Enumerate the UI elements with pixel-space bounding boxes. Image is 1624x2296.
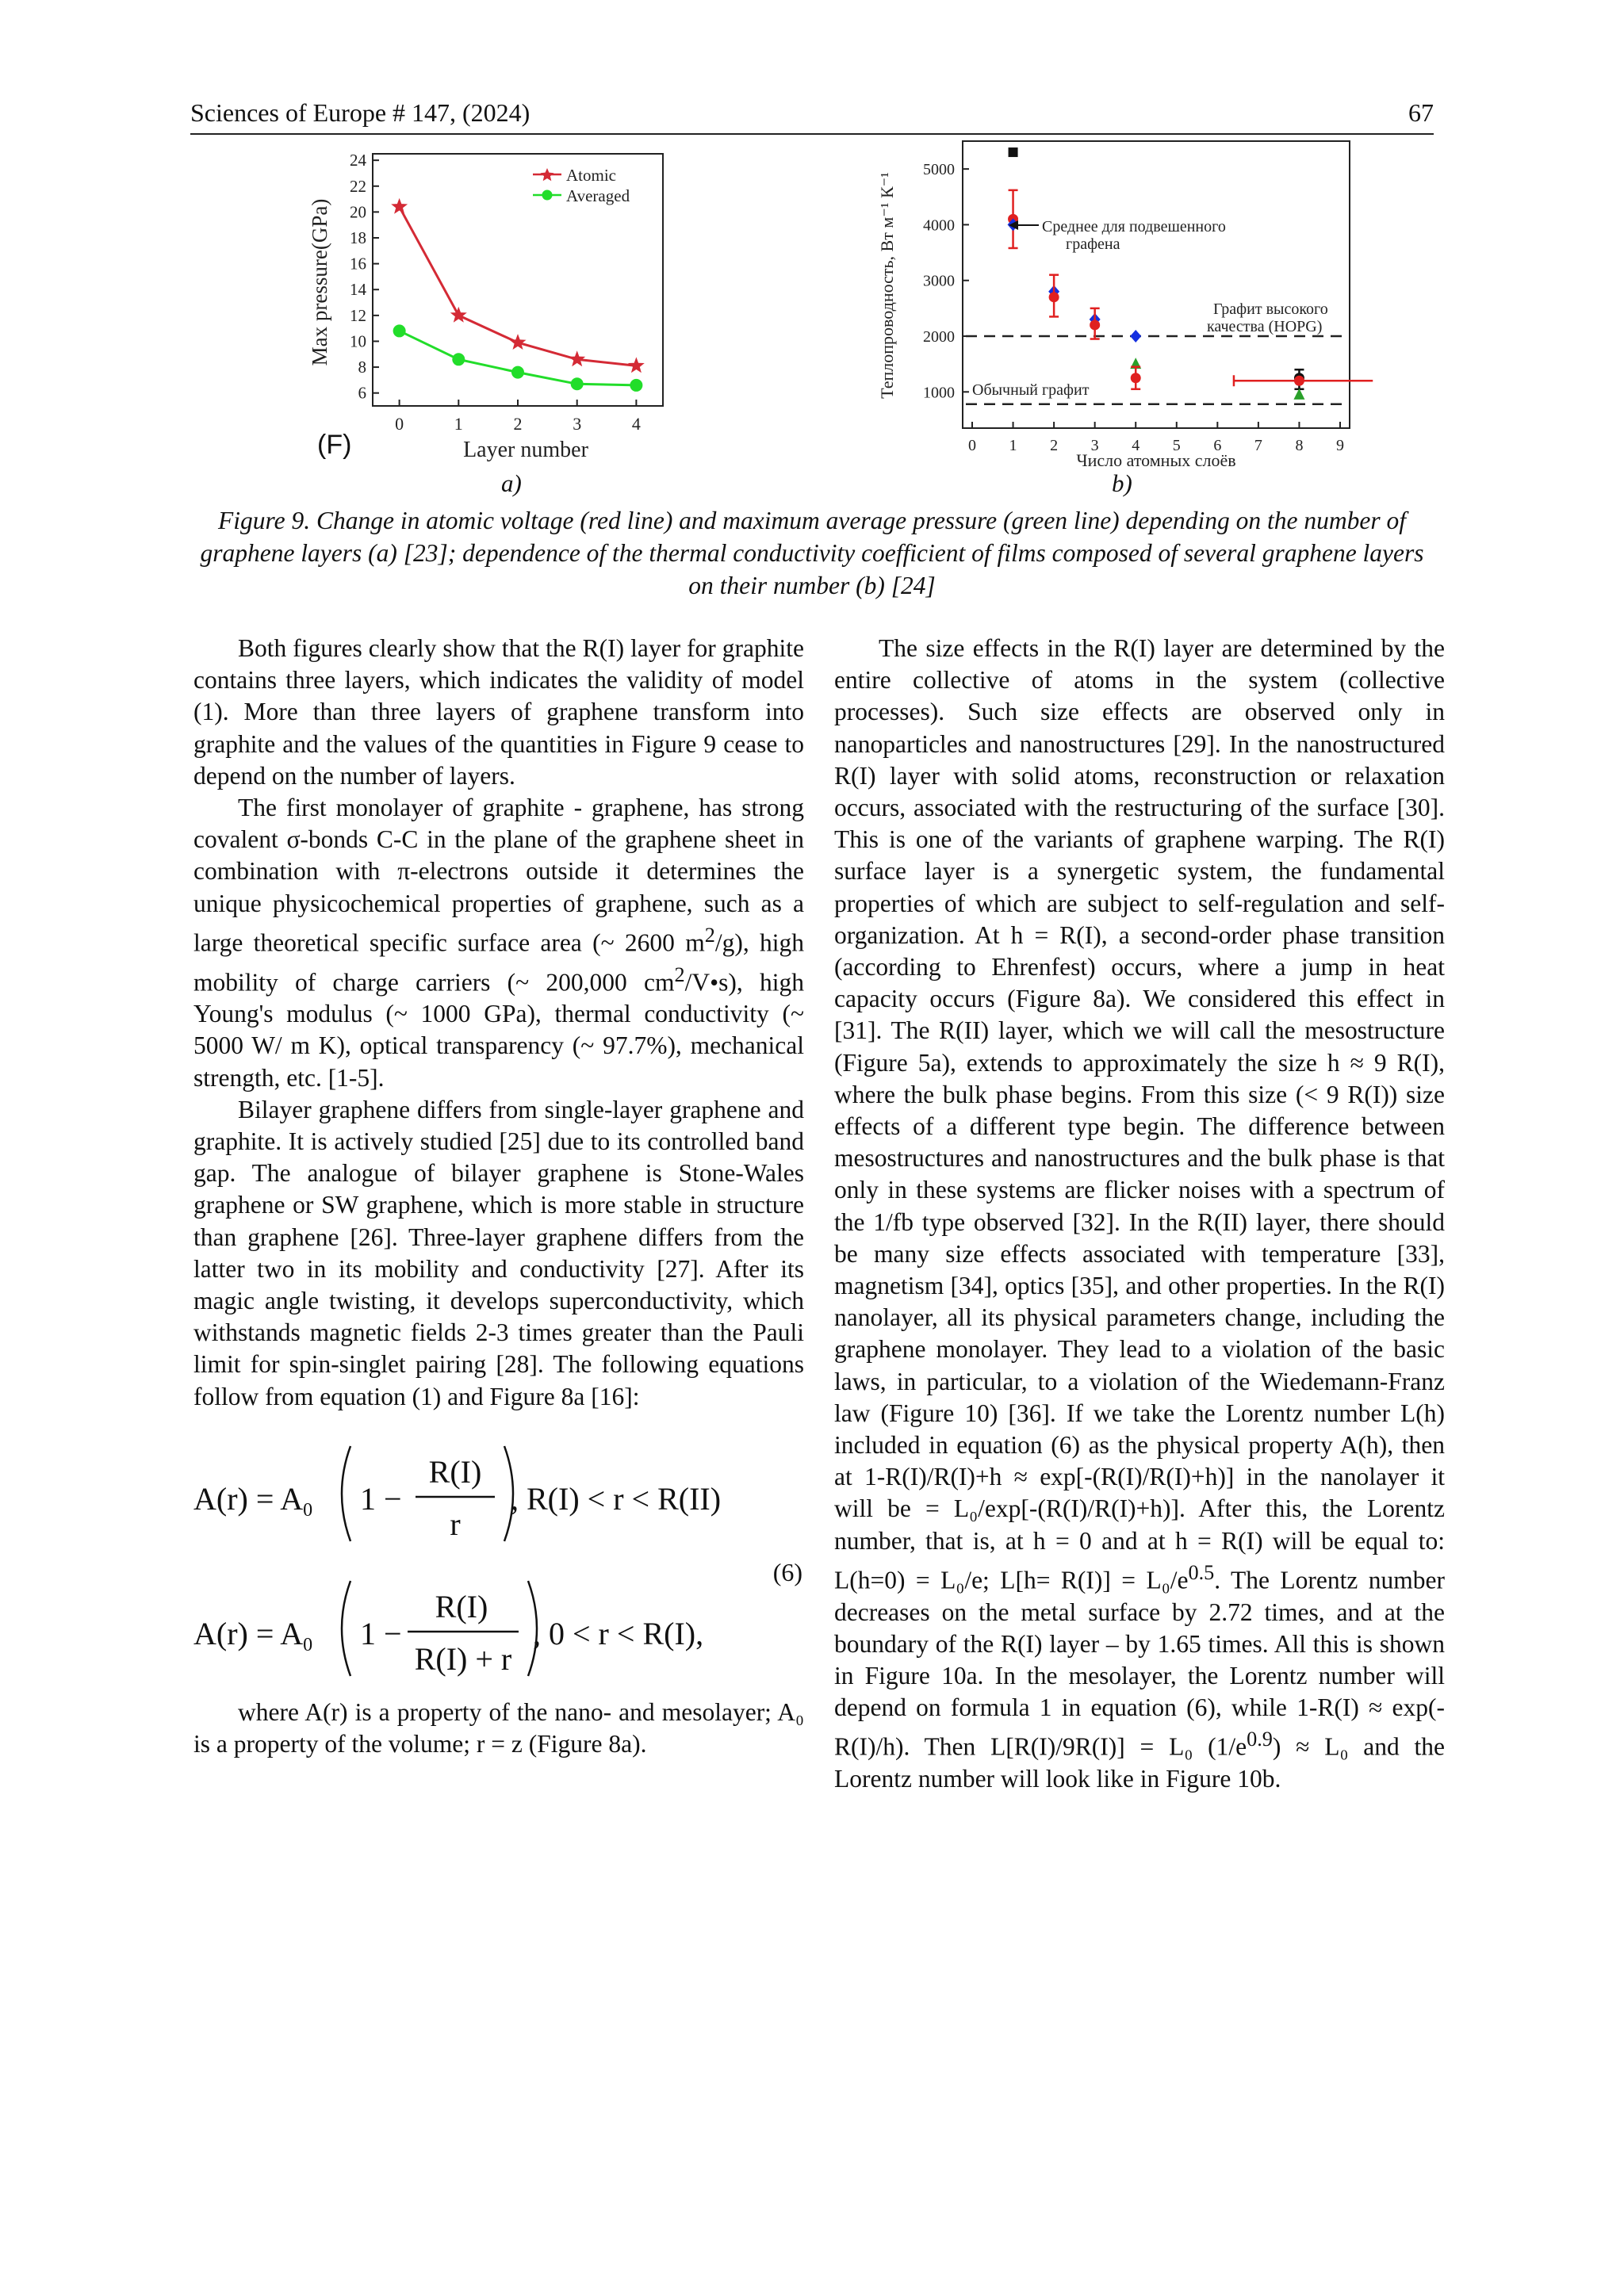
data-point-circle [1294, 376, 1304, 386]
eq2-lhs: $A(r) = A_0$ [193, 1615, 313, 1655]
y-tick-label: 3000 [923, 272, 955, 290]
figure-a-chart [301, 141, 674, 466]
svg-text:графена: графена [1066, 235, 1120, 253]
equation-number: (6) [772, 1557, 802, 1586]
y-tick-label: 12 [350, 305, 366, 325]
data-point-circle [452, 353, 465, 365]
legend-circle-icon [542, 190, 553, 201]
paragraph: Both figures clearly show that the R(I) layer for graphite contains three layers, which indicates the validity of model (1). More than three layers of graphene transform into graphite and the values of the quantities in Figure 9 cease to depend on the number of layers. [193, 634, 804, 790]
y-tick-label: 14 [350, 280, 366, 300]
y-tick-label: 24 [350, 151, 366, 170]
eq2-left-paren [342, 1581, 350, 1676]
figure-a-xlabel: Layer number [463, 438, 588, 462]
figure-b-xlabel: Число атомных слоёв [1076, 450, 1236, 470]
eq2-condition: , 0 < r < R(I), [533, 1615, 704, 1651]
data-point-circle [511, 366, 524, 379]
data-point-star [569, 350, 585, 366]
data-point-diamond [1130, 330, 1141, 342]
x-tick-label: 1 [454, 414, 463, 434]
x-tick-label: 8 [1295, 437, 1304, 454]
data-point-square [1009, 147, 1018, 157]
legend-atomic-label: Atomic [566, 166, 616, 185]
figure-a-panel-label: (F) [317, 430, 352, 460]
y-tick-label: 2000 [923, 328, 955, 346]
y-tick-label: 8 [358, 358, 366, 377]
figure-a-ylabel: Max pressure(GPa) [308, 198, 331, 366]
data-point-circle [1090, 320, 1100, 330]
x-tick-label: 0 [968, 437, 976, 454]
figure-b-ylabel: Теплопроводность, Вт м⁻¹ К⁻¹ [877, 172, 897, 399]
eq2-denominator: R(I) + r [414, 1640, 512, 1677]
x-tick-label: 3 [573, 414, 582, 434]
figure-b-annotation-hopg-2: качества (HOPG) [1207, 318, 1323, 335]
data-point-circle [1131, 373, 1141, 383]
x-tick-label: 1 [1009, 437, 1017, 454]
data-point-circle [393, 324, 406, 337]
figure-b-annotation-ordinary: Обычный графит [972, 381, 1090, 399]
legend-star-icon [541, 168, 554, 181]
y-tick-label: 10 [350, 331, 366, 351]
equation-6 [193, 1430, 804, 1692]
eq1-denominator: r [450, 1506, 461, 1542]
x-tick-label: 2 [513, 414, 523, 434]
y-tick-label: 16 [350, 254, 366, 274]
data-point-circle [571, 377, 584, 390]
paragraph: Bilayer graphene differs from single-layer graphene and graphite. It is actively studied [25] due to its controlled band gap. The analogue of bilayer graphene is Stone-Wales graphene or SW graphene, which is more stable in structure than graphene [26]. Three-layer graphene differs from the latter two in its mobility and conductivity [27]. After its magic angle twisting, it develops superconductivity, which withstands magnetic fields 2-3 times greater than the Pauli limit for spin-singlet pairing [28]. The following equations follow from equation (1) and Figure 8a [16]: [193, 1095, 804, 1410]
eq2-one-minus: 1 − [360, 1615, 402, 1651]
page-number: 67 [1408, 98, 1434, 127]
data-point-star [628, 357, 645, 373]
data-point-star [450, 307, 467, 323]
x-tick-label: 7 [1254, 437, 1262, 454]
left-column [193, 633, 804, 1760]
eq2-numerator: R(I) [435, 1588, 488, 1624]
y-tick-label: 22 [350, 176, 366, 196]
svg-text:Среднее для подвешенного: Среднее для подвешенного [1042, 218, 1226, 235]
equation-6-svg [193, 1430, 804, 1692]
x-tick-label: 4 [631, 414, 641, 434]
y-tick-label: 18 [350, 228, 366, 247]
x-tick-label: 4 [1132, 437, 1140, 454]
y-tick-label: 6 [358, 383, 366, 403]
legend-averaged-label: Averaged [566, 186, 630, 205]
eq1-left-paren [342, 1446, 350, 1541]
paragraph: where A(r) is a property of the nano- and mesolayer; A₀ is a property of the volume; r = z (Figure 8a). [193, 1697, 804, 1758]
y-tick-label: 1000 [923, 384, 955, 402]
data-point-circle [630, 379, 642, 392]
x-tick-label: 0 [395, 414, 404, 434]
paragraph: The size effects in the R(I) layer are determined by the entire collective of atoms in the system (collective processes). Such size effects are observed only in nanoparticles and nanostructures [29]. In the nanostructured R(I) layer with solid atoms, reconstruction or relaxation occurs, associated with the restructuring of the surface [30]. This is one of the variants of graphene warping. The R(I) surface layer is a synergetic system, the fundamental properties of which are subject to self-regulation and self-organization. At h = R(I), a second-order phase transition (according to Ehrenfest) occurs, where a jump in heat capacity occurs (Figure 8a). We considered this effect in [31]. The R(II) layer, which we will call the mesostructure (Figure 5a), extends to approximately the size h ≈ 9 R(I), where the bulk phase begins. From this size (< 9 R(I)) size effects of a different type begin. The difference between mesostructures and nanostructures and the bulk phase is that only in these systems are flicker noises with a spectrum of the 1/fb type observed [32]. In the R(II) layer, there should be many size effects associated with temperature [33], magnetism [34], optics [35], and other properties. In the R(I) nanolayer, all its physical parameters change, including the graphene monolayer. They lead to a violation of the basic laws, in particular, to a violation of the Wiedemann-Franz law (Figure 10) [36]. If we take the Lorentz number L(h) included in equation (6) as the physical property A(h), then at 1-R(I)/R(I)+h ≈ exp[-(R(I)/R(I)+h)] in the nanolayer it will be = L₀/exp[-(R(I)/R(I)+h)]. After this, the Lorentz number, that is, at h = 0 and at h = R(I) will be equal to: L(h=0) = L₀/e; $L[h= R(I)] = L_0/e^{0.5}$. The Lorentz number decreases on the metal surface by 2.72 times, and at the boundary of the R(I) layer – by 1.65 times. All this is shown in Figure 10a. In the mesolayer, the Lorentz number will depend on formula 1 in equation (6), while 1-R(I) ≈ exp(-R(I)/h). Then L[R(I)/9R(I)] = L₀ $(1/e^{0.9}) \approx L_0$ and the Lorentz number will look like in Figure 10b. [834, 634, 1445, 1793]
x-tick-label: 5 [1172, 437, 1181, 454]
eq1-one-minus: 1 − [360, 1480, 402, 1517]
figure-b-annotation-hopg-1: Графит высокого [1213, 300, 1328, 318]
figure-a-sublabel: a) [501, 469, 522, 497]
figure-b-chart [866, 127, 1381, 476]
figure-a-legend [533, 166, 630, 205]
data-point-star [510, 334, 527, 350]
figure-caption: Figure 9. Change in atomic voltage (red line) and maximum average pressure (green line) depending on the number of graphene layers (a) [23]; dependence of the thermal conductivity coefficient of films composed of several graphene layers on their number (b) [24] [200, 507, 1424, 599]
eq1-numerator: R(I) [428, 1453, 482, 1490]
figure-b-sublabel: b) [1112, 469, 1132, 497]
data-point-star [391, 198, 408, 214]
data-point-circle [1049, 292, 1059, 302]
right-column [834, 633, 1445, 1795]
y-tick-label: 4000 [923, 216, 955, 235]
x-tick-label: 3 [1090, 437, 1099, 454]
paragraph: The first monolayer of graphite - graphene, has strong covalent σ-bonds C-C in the plane of the graphene sheet in combination with π-electrons outside it determines the unique physicochemical properties of graphene, such as a large theoretical specific surface area (~ 2600 $m^2/g$), high mobility of charge carriers (~ 200,000 $cm^2/V•s$), high Young's modulus (~ 1000 GPa), thermal conductivity (~ 5000 W/ m K), optical transparency (~ 97.7%), mechanical strength, etc. [1-5]. [193, 794, 804, 1092]
x-tick-label: 9 [1336, 437, 1344, 454]
eq1-condition: , R(I) < r < R(II) [511, 1480, 722, 1517]
figure-b-annotation-suspended [1009, 218, 1226, 253]
x-tick-label: 2 [1050, 437, 1059, 454]
y-tick-label: 5000 [923, 161, 955, 179]
y-tick-label: 20 [350, 202, 366, 222]
eq1-lhs: $A(r) = A_0$ [193, 1480, 313, 1521]
x-tick-label: 6 [1213, 437, 1222, 454]
journal-issue: Sciences of Europe # 147, (2024) [190, 98, 530, 127]
